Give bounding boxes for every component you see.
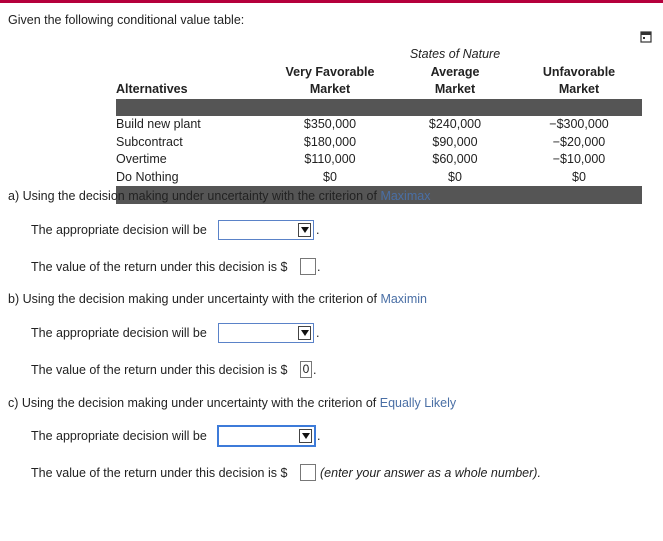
- header-divider: [116, 99, 642, 117]
- question-a-prefix: a) Using the decision making under uncertainty with the criterion of: [8, 189, 377, 203]
- chevron-down-icon[interactable]: [298, 326, 311, 340]
- col-header-very-favorable-market: Market: [309, 82, 351, 96]
- period: .: [316, 326, 320, 340]
- table-row: [116, 151, 642, 169]
- col-header-average-market: Market: [434, 82, 476, 96]
- question-b-prefix: b) Using the decision making under uncertainty with the criterion of: [8, 292, 377, 306]
- col-header-average: Average: [430, 64, 480, 79]
- question-b-decision-label: The appropriate decision will be: [31, 326, 207, 340]
- question-c-return-label: The value of the return under this decision is $: [31, 466, 288, 480]
- decision-b-select[interactable]: [218, 323, 314, 343]
- chevron-down-icon[interactable]: [298, 223, 311, 237]
- payoff-cell: $60,000: [432, 152, 478, 166]
- return-a-input[interactable]: [300, 258, 316, 275]
- period: .: [313, 363, 317, 377]
- alternative-cell: Build new plant: [116, 117, 201, 131]
- question-b-criterion: Maximin: [380, 292, 427, 306]
- payoff-cell: $240,000: [428, 117, 482, 131]
- question-a-criterion: Maximax: [380, 189, 431, 203]
- expand-table-icon[interactable]: [640, 31, 652, 43]
- decision-a-select[interactable]: [218, 220, 314, 240]
- return-c-input[interactable]: [300, 464, 316, 481]
- period: .: [317, 260, 321, 274]
- chevron-down-icon[interactable]: [299, 429, 312, 443]
- payoff-cell: $90,000: [432, 134, 478, 149]
- payoff-cell: $350,000: [303, 117, 357, 131]
- conditional-value-table: [116, 46, 642, 204]
- alternative-cell: Overtime: [116, 152, 167, 166]
- table-row: [116, 134, 642, 152]
- decision-c-select[interactable]: [217, 425, 316, 447]
- period: .: [317, 429, 321, 443]
- payoff-cell: −$10,000: [552, 152, 606, 166]
- question-b-return-label: The value of the return under this decision is $: [31, 363, 288, 377]
- col-header-very-favorable: Very Favorable: [285, 64, 375, 79]
- payoff-cell: $0: [448, 169, 462, 184]
- col-header-alternatives: Alternatives: [116, 82, 188, 96]
- payoff-cell: $110,000: [304, 152, 356, 166]
- question-a-decision-label: The appropriate decision will be: [31, 223, 207, 237]
- table-row: [116, 116, 642, 134]
- payoff-cell: $0: [323, 169, 337, 184]
- period: .: [316, 223, 320, 237]
- col-header-unfavorable-market: Market: [558, 82, 600, 96]
- whole-number-note: (enter your answer as a whole number).: [320, 466, 541, 480]
- alternative-cell: Subcontract: [116, 134, 183, 149]
- alternative-cell: Do Nothing: [116, 169, 179, 184]
- question-c-prefix: c) Using the decision making under uncertainty with the criterion of: [8, 396, 377, 410]
- question-c: [8, 396, 456, 410]
- payoff-cell: −$20,000: [552, 134, 606, 149]
- question-a-return-label: The value of the return under this decision is $: [31, 260, 288, 274]
- question-b: [8, 292, 427, 306]
- payoff-cell: $0: [572, 169, 586, 184]
- table-row: [116, 169, 642, 187]
- question-c-criterion: Equally Likely: [379, 396, 457, 410]
- question-a: [8, 189, 430, 203]
- top-accent-bar: [0, 0, 663, 3]
- return-b-input[interactable]: 0: [300, 361, 312, 378]
- states-of-nature-header: States of Nature: [409, 47, 501, 61]
- intro-text: Given the following conditional value table:: [8, 13, 245, 27]
- payoff-cell: −$300,000: [549, 117, 609, 131]
- col-header-unfavorable: Unfavorable: [542, 64, 616, 79]
- question-c-decision-label: The appropriate decision will be: [31, 429, 207, 443]
- payoff-cell: $180,000: [303, 134, 357, 149]
